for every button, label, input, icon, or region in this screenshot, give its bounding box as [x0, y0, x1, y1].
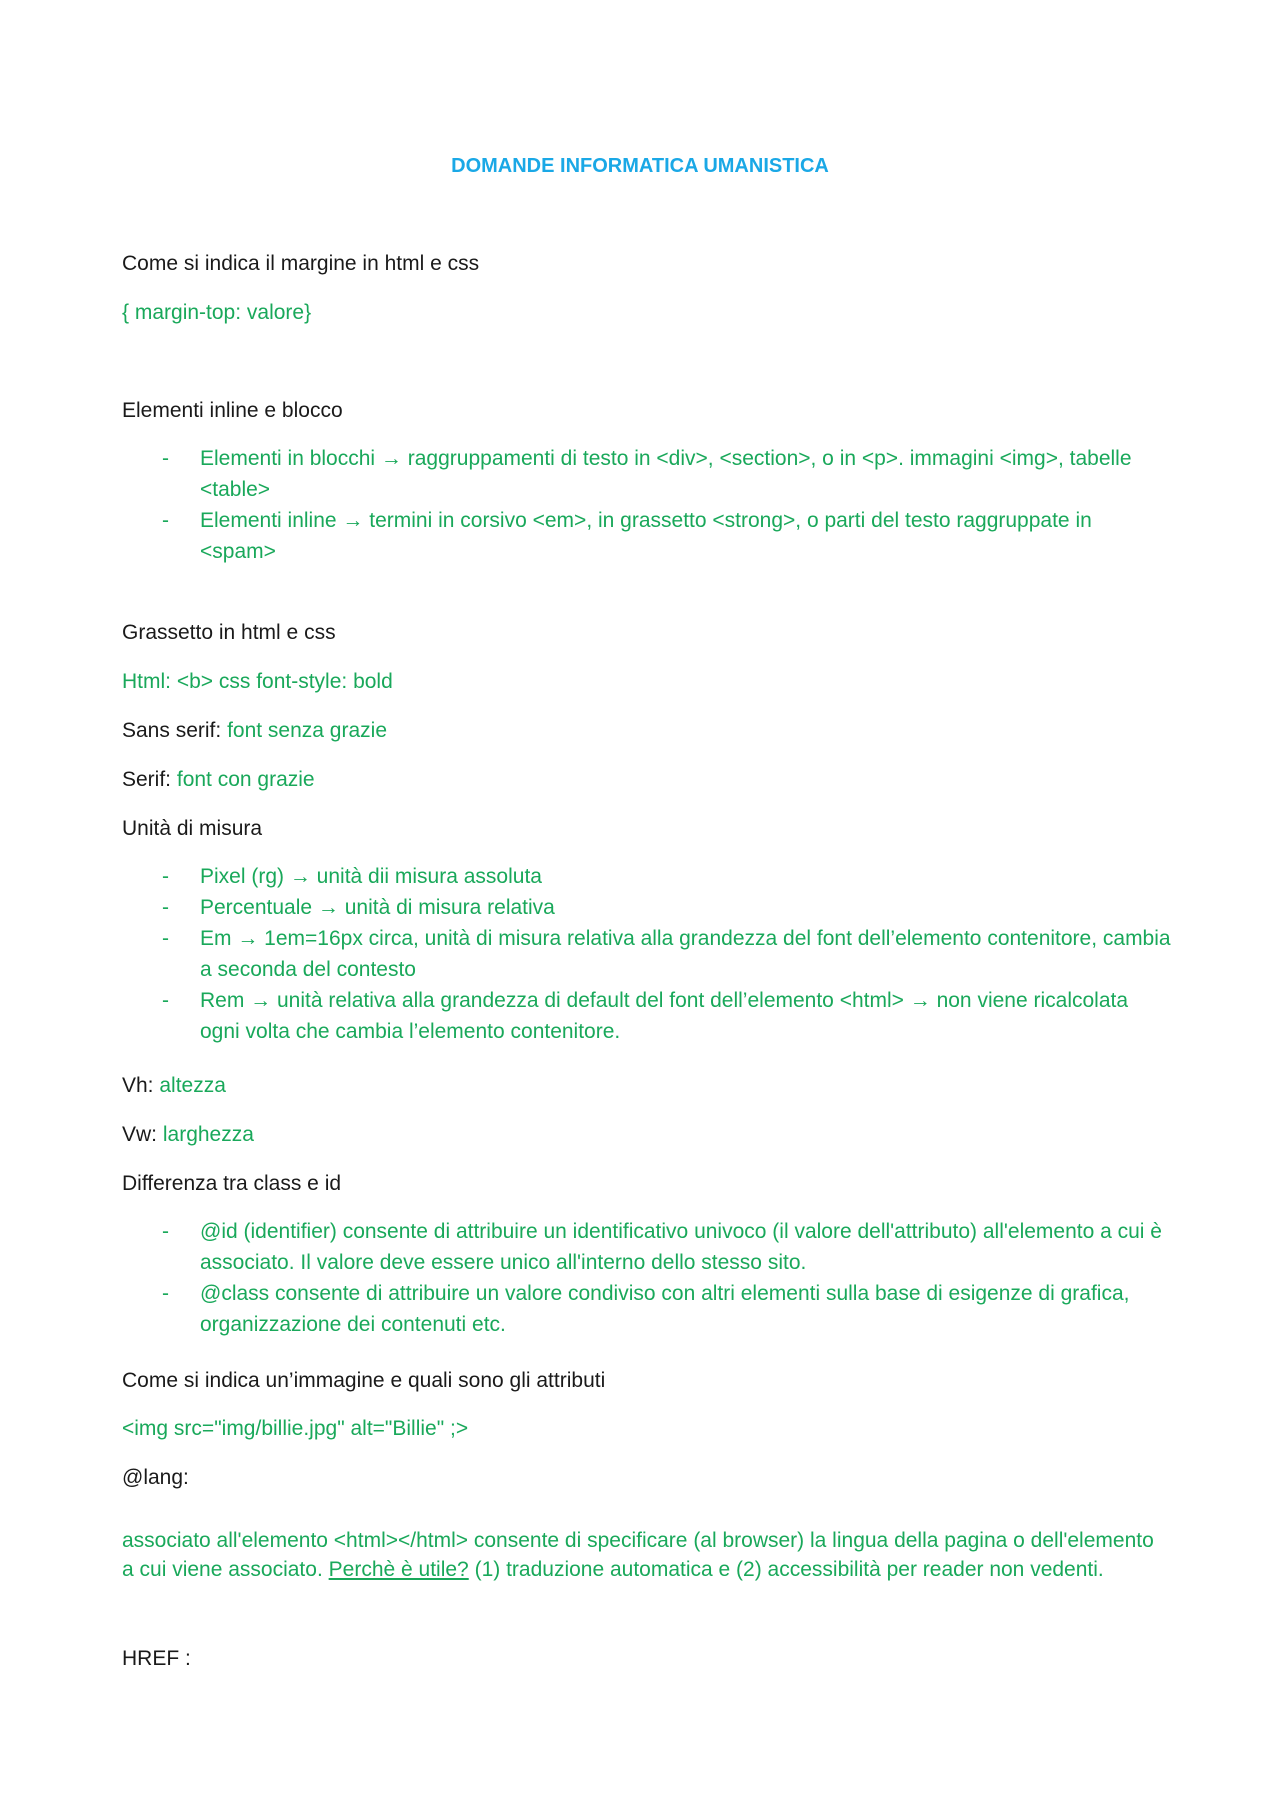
vh-line [122, 1071, 1162, 1100]
question-inline-block: Elementi inline e blocco [122, 399, 343, 422]
list-item: - Pixel (rg) → unità dii misura assoluta [122, 861, 1172, 892]
serif-label: Serif: [122, 768, 172, 791]
serif-value: font con grazie [176, 768, 315, 791]
list-item: - Elementi in blocchi → raggruppamenti di testo in <div>, <section>, o in <p>. immagini <img>, tabelle <table> [122, 443, 1172, 505]
vw-label: Vw: [122, 1123, 158, 1146]
question-bold: Grassetto in html e css [122, 621, 336, 644]
answer-image: <img src="img/billie.jpg" alt="Billie" ;> [122, 1417, 469, 1440]
list-item: - Elementi inline → termini in corsivo <em>, in grassetto <strong>, o parti del testo raggruppate in <spam> [122, 505, 1172, 567]
list-item: - Rem → unità relativa alla grandezza di default del font dell’elemento <html> → non viene ricalcolata ogni volta che cambia l’elemento contenitore. [122, 985, 1172, 1047]
bullet-dash-icon: - [162, 927, 169, 950]
bullet-dash-icon: - [162, 1282, 169, 1305]
bullet-dash-icon: - [162, 865, 169, 888]
sans-serif-line [122, 716, 1162, 745]
question-units: Unità di misura [122, 817, 263, 840]
bullet-dash-icon: - [162, 896, 169, 919]
vw-line [122, 1120, 1162, 1149]
lang-label: @lang: [122, 1466, 189, 1489]
document-title: DOMANDE INFORMATICA UMANISTICA [451, 155, 829, 177]
bullet-dash-icon: - [162, 509, 169, 532]
lang-answer [122, 1526, 1167, 1584]
list-item: - Em → 1em=16px circa, unità di misura relativa alla grandezza del font dell’elemento contenitore, cambia a seconda del contesto [122, 923, 1172, 985]
answer-margin: { margin-top: valore} [122, 301, 312, 324]
lang-answer-text: associato all'elemento <html></html> consente di specificare (al browser) la lingua della pagina o dell'elemento a cui viene associato. [122, 1529, 1154, 1581]
units-list [122, 861, 1172, 1047]
question-image: Come si indica un’immagine e quali sono gli attributi [122, 1369, 606, 1392]
answer-bold: Html: <b> css font-style: bold [122, 670, 393, 693]
vh-label: Vh: [122, 1074, 154, 1097]
bullet-dash-icon: - [162, 989, 169, 1012]
lang-answer-text-2: (1) traduzione automatica e (2) accessibilità per reader non vedenti. [474, 1558, 1104, 1581]
class-id-list [122, 1216, 1172, 1340]
vh-value: altezza [159, 1074, 226, 1097]
question-class-id: Differenza tra class e id [122, 1172, 342, 1195]
href-label: HREF : [122, 1647, 191, 1670]
sans-serif-label: Sans serif: [122, 719, 222, 742]
list-item: - @class consente di attribuire un valore condiviso con altri elementi sulla base di esigenze di grafica, organizzazione dei contenuti etc. [122, 1278, 1172, 1340]
bullet-dash-icon: - [162, 1220, 169, 1243]
bullet-dash-icon: - [162, 447, 169, 470]
list-item: - @id (identifier) consente di attribuire un identificativo univoco (il valore dell'attributo) all'elemento a cui è associato. Il valore deve essere unico all'interno dello stesso sito. [122, 1216, 1172, 1278]
inline-block-list [122, 443, 1172, 567]
lang-why-link[interactable]: Perchè è utile? [328, 1558, 469, 1581]
vw-value: larghezza [162, 1123, 254, 1146]
question-margin: Come si indica il margine in html e css [122, 252, 480, 275]
list-item: - Percentuale → unità di misura relativa [122, 892, 1172, 923]
serif-line [122, 765, 1162, 794]
sans-serif-value: font senza grazie [227, 719, 387, 742]
